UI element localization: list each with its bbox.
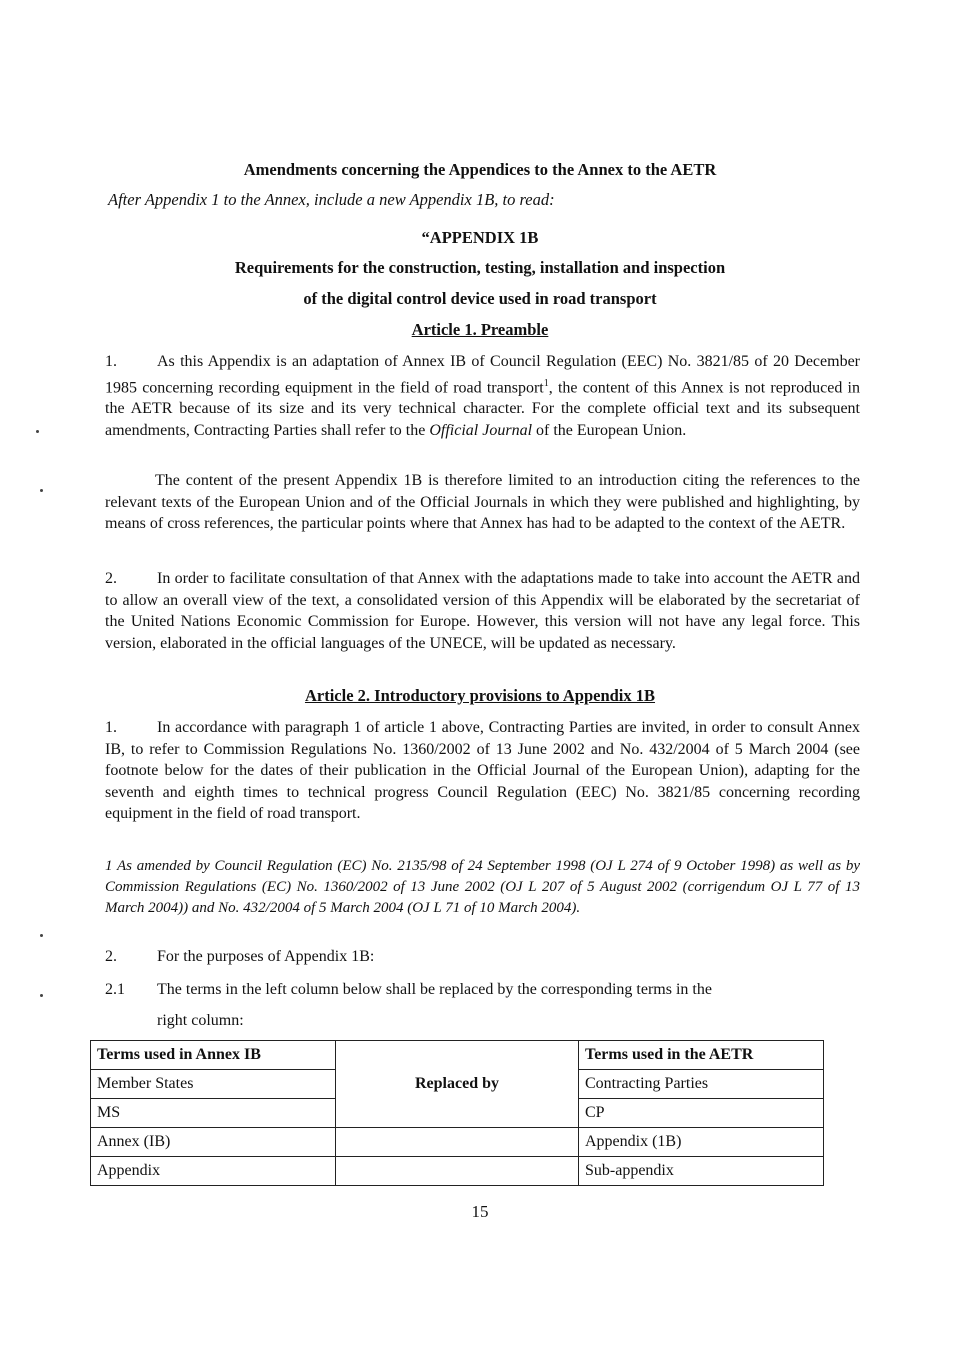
table-cell-right: Contracting Parties	[579, 1070, 824, 1099]
page-number: 15	[471, 1202, 489, 1221]
scan-speck	[36, 430, 39, 433]
table-cell-left: Annex (IB)	[91, 1128, 336, 1157]
table-header-right: Terms used in the AETR	[579, 1041, 824, 1070]
table-header-row	[91, 1041, 824, 1070]
paragraph-number: 2.1	[105, 981, 125, 998]
scan-speck	[40, 934, 43, 937]
article2-paragraph1: 1. In accordance with paragraph 1 of article 1 above, Contracting Parties are invited, in order to consult Annex IB, to refer to Commission Regulations No. 1360/2002 of 13 June 2002 and No. 432/2004 of 5 March 2004 (see footnote below for the dates of their publication in the Official Journal of the European Union), adapting for the seventh and eighth times to technical progress Council Regulation (EEC) No. 3821/85 concerning recording equipment in the field of road transport.	[105, 719, 860, 822]
paragraph-number: 1.	[105, 353, 117, 370]
table-cell-right: Sub-appendix	[579, 1157, 824, 1186]
article1-title: Article 1. Preamble	[411, 320, 549, 339]
footnote: 1 As amended by Council Regulation (EC) No. 2135/98 of 24 September 1998 (OJ L 274 of 9 October 1998) as well as by Commission Regulations (EC) No. 1360/2002 of 13 June 2002 (OJ L 207 of 5 August 2002 (corrigendum OJ L 77 of 13 March 2004)) and No. 432/2004 of 5 March 2004 (OJ L 71 of 10 March 2004).	[105, 858, 860, 916]
paragraph-number: 1.	[105, 719, 117, 736]
table-header-left: Terms used in Annex IB	[91, 1041, 336, 1070]
article1-paragraph1: 1. As this Appendix is an adaptation of Annex IB of Council Regulation (EEC) No. 3821/85 of 20 December 1985 concerning recording equipment in the field of road transport$^1$, the content of this Annex is not reproduced in the AETR because of its size and its very technical character. For the complete official text and its subsequent amendments, Contracting Parties shall refer to the Official Journal of the European Union.	[105, 353, 860, 439]
table-row	[91, 1128, 824, 1157]
table-cell-right: CP	[579, 1099, 824, 1128]
replaced-by-cell: Replaced by	[336, 1041, 579, 1128]
scan-speck	[40, 489, 43, 492]
table-row	[91, 1157, 824, 1186]
paragraph-number: 2.	[105, 948, 117, 965]
terms-replacement-table	[90, 1040, 824, 1186]
article2-title: Article 2. Introductory provisions to Appendix 1B	[304, 686, 656, 705]
table-cell-left: Appendix	[91, 1157, 336, 1186]
document-heading: Amendments concerning the Appendices to the Annex to the AETR	[243, 160, 717, 179]
article2-paragraph2-1: 2.1 The terms in the left column below shall be replaced by the corresponding terms in the	[105, 979, 712, 1001]
footnote-marker: 1	[543, 377, 549, 389]
article2-paragraph2: 2. For the purposes of Appendix 1B:	[105, 946, 860, 968]
scan-speck	[40, 994, 43, 997]
table-middle-empty	[336, 1128, 579, 1157]
appendix-title: “APPENDIX 1B	[421, 228, 539, 247]
article2-paragraph2-1-continued: right column:	[157, 1012, 244, 1029]
paragraph-number: 2.	[105, 570, 117, 587]
appendix-subtitle-line1: Requirements for the construction, testing, installation and inspection	[234, 258, 726, 277]
article1-paragraph2: The content of the present Appendix 1B is therefore limited to an introduction citing the references to the relevant texts of the European Union and of the Official Journals in which they were published and highlighting, by means of cross references, the particular points where that Annex has had to be adapted to the context of the AETR.	[105, 472, 860, 532]
instruction-text: After Appendix 1 to the Annex, include a new Appendix 1B, to read:	[108, 190, 555, 209]
table-middle-empty	[336, 1157, 579, 1186]
appendix-subtitle-line2: of the digital control device used in road transport	[303, 289, 657, 308]
article1-paragraph3: 2. In order to facilitate consultation of that Annex with the adaptations made to take into account the AETR and to allow an overall view of the text, a consolidated version of this Appendix will be elaborated by the secretariat of the United Nations Economic Commission for Europe. However, this version will not have any legal force. This version, elaborated in the official languages of the UNECE, will be updated as necessary.	[105, 570, 860, 652]
table-cell-left: MS	[91, 1099, 336, 1128]
table-cell-right: Appendix (1B)	[579, 1128, 824, 1157]
table-cell-left: Member States	[91, 1070, 336, 1099]
